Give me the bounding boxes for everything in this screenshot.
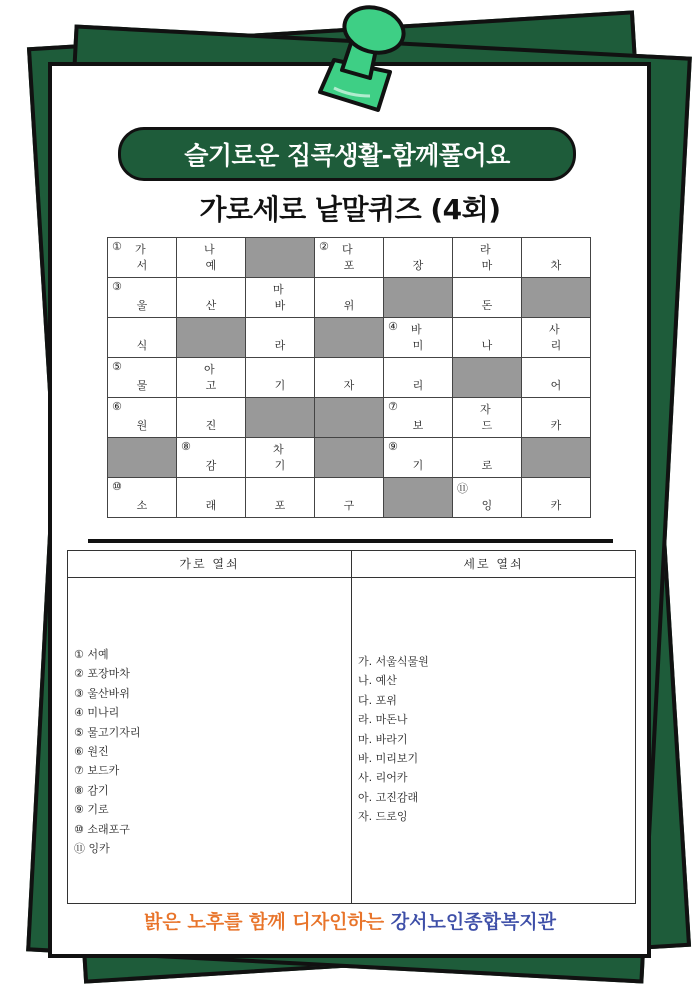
cell-letter: 장 (412, 259, 424, 272)
grid-cell (315, 238, 384, 278)
grid-cell (108, 318, 177, 358)
down-label: 나 (204, 243, 215, 256)
title-banner (118, 127, 576, 181)
grid-cell (246, 278, 315, 318)
blocked-cell (453, 358, 522, 398)
blocked-cell (177, 318, 246, 358)
grid-cell (384, 318, 453, 358)
grid-cell (108, 478, 177, 518)
cell-letter: 기 (412, 459, 424, 472)
cell-letter: 진 (205, 419, 217, 432)
banner-text: 슬기로운 집콕생활-함께풀어요 (184, 141, 510, 170)
cell-letter: 고 (205, 379, 217, 392)
across-hint: ⑩ 소래포구 (74, 822, 130, 836)
across-hint: ⑨ 기로 (74, 803, 109, 817)
cell-letter: 포 (343, 259, 355, 272)
grid-cell (453, 398, 522, 438)
cell-letter: 구 (343, 499, 355, 512)
down-label: 자 (480, 403, 491, 416)
grid-cell (315, 478, 384, 518)
down-hint: 마. 바라기 (358, 732, 408, 746)
cell-letter: 나 (481, 339, 493, 352)
across-number: ⑥ (112, 400, 122, 413)
across-number: ④ (388, 320, 398, 333)
blocked-cell (315, 438, 384, 478)
across-hint: ④ 미나리 (74, 706, 120, 720)
across-hint: ⑥ 원진 (74, 744, 109, 758)
push-pin-icon (300, 0, 430, 125)
blocked-cell (384, 278, 453, 318)
hints-table (67, 550, 636, 904)
grid-cell (177, 398, 246, 438)
down-hint: 다. 포위 (358, 693, 397, 707)
down-hint: 아. 고진감래 (358, 790, 419, 804)
down-label: 아 (204, 363, 215, 376)
blocked-cell (384, 478, 453, 518)
down-hint: 나. 예산 (358, 674, 397, 688)
cell-letter: 차 (550, 259, 562, 272)
footer-slogan: 밝은 노후를 함께 디자인하는 (144, 911, 385, 933)
across-hint: ③ 울산바위 (74, 686, 130, 700)
grid-cell (522, 238, 591, 278)
across-hint: ⑦ 보드카 (74, 764, 120, 778)
cell-letter: 리 (550, 339, 562, 352)
cell-letter: 라 (274, 339, 286, 352)
across-number: ② (319, 240, 329, 253)
grid-cell (522, 478, 591, 518)
across-number: ⑪ (457, 482, 468, 495)
grid-cell (177, 238, 246, 278)
cell-letter: 바 (274, 299, 286, 312)
grid-cell (108, 358, 177, 398)
across-number: ① (112, 240, 122, 253)
down-header: 세로 열쇠 (352, 551, 635, 578)
grid-cell (522, 358, 591, 398)
divider (88, 539, 613, 543)
grid-row (108, 478, 591, 518)
across-number: ③ (112, 280, 122, 293)
blocked-cell (522, 278, 591, 318)
cell-letter: 보 (412, 419, 424, 432)
grid-cell (177, 438, 246, 478)
grid-row (108, 438, 591, 478)
cell-letter: 원 (136, 419, 148, 432)
down-label: 마 (273, 283, 284, 296)
down-hint: 가. 서울식물원 (358, 655, 429, 668)
grid-cell (384, 398, 453, 438)
cell-letter: 드 (481, 419, 493, 432)
cell-letter: 울 (136, 299, 148, 312)
down-label: 다 (342, 243, 353, 256)
grid-cell (246, 438, 315, 478)
cell-letter: 식 (136, 339, 148, 352)
grid-row (108, 358, 591, 398)
down-hint: 라. 마돈나 (358, 713, 408, 727)
blocked-cell (522, 438, 591, 478)
crossword-grid (107, 237, 591, 518)
down-label: 사 (549, 323, 560, 336)
cell-letter: 미 (412, 339, 424, 352)
down-label: 라 (480, 243, 491, 256)
cell-letter: 예 (205, 259, 217, 272)
grid-cell (384, 438, 453, 478)
footer-org: 강서노인종합복지관 (390, 911, 556, 933)
cell-letter: 자 (343, 379, 355, 392)
across-number: ⑧ (181, 440, 191, 453)
across-number: ⑤ (112, 360, 122, 373)
across-hint: ⑪ 잉카 (74, 841, 110, 855)
cell-letter: 산 (205, 299, 217, 312)
grid-cell (108, 398, 177, 438)
down-label: 바 (411, 323, 422, 336)
grid-row (108, 398, 591, 438)
across-header: 가로 열쇠 (68, 551, 351, 578)
grid-row (108, 278, 591, 318)
grid-cell (453, 278, 522, 318)
grid-cell (453, 238, 522, 278)
across-number: ⑦ (388, 400, 398, 413)
blocked-cell (315, 318, 384, 358)
cell-letter: 리 (412, 379, 424, 392)
grid-cell (246, 478, 315, 518)
grid-cell (453, 438, 522, 478)
cell-letter: 소 (136, 499, 148, 512)
cell-letter: 카 (550, 499, 562, 512)
down-list (358, 652, 429, 827)
grid-cell (177, 358, 246, 398)
cell-letter: 위 (343, 299, 355, 312)
down-hint: 바. 미리보기 (358, 751, 419, 765)
grid-cell (177, 478, 246, 518)
cell-letter: 물 (136, 379, 148, 392)
cell-letter: 기 (274, 379, 286, 392)
blocked-cell (108, 438, 177, 478)
down-hint: 사. 리어카 (358, 771, 408, 785)
down-label: 가 (135, 243, 146, 256)
grid-cell (522, 398, 591, 438)
cell-letter: 포 (274, 499, 286, 512)
cell-letter: 카 (550, 419, 562, 432)
cell-letter: 돈 (481, 299, 493, 312)
grid-cell (315, 278, 384, 318)
blocked-cell (246, 398, 315, 438)
grid-cell (453, 318, 522, 358)
grid-row (108, 318, 591, 358)
grid-cell (177, 278, 246, 318)
grid-cell (522, 318, 591, 358)
blocked-cell (246, 238, 315, 278)
grid-cell (384, 238, 453, 278)
quiz-title: 가로세로 낱말퀴즈 (4회) (199, 193, 501, 226)
across-number: ⑨ (388, 440, 398, 453)
across-hint: ⑧ 감기 (74, 783, 109, 797)
across-hint: ① 서예 (74, 648, 109, 661)
down-label: 차 (273, 443, 284, 456)
cell-letter: 래 (205, 499, 217, 512)
cell-letter: 어 (550, 379, 562, 392)
grid-cell (246, 358, 315, 398)
down-hint: 자. 드로잉 (358, 810, 408, 824)
grid-row (108, 238, 591, 278)
cell-letter: 기 (274, 459, 286, 472)
across-column (68, 551, 351, 903)
cell-letter: 감 (205, 459, 217, 472)
grid-cell (108, 278, 177, 318)
cell-letter: 마 (481, 259, 493, 272)
footer (0, 907, 700, 934)
down-column (351, 551, 635, 903)
grid-cell (453, 478, 522, 518)
across-number: ⑩ (112, 480, 122, 493)
cell-letter: 로 (481, 459, 493, 472)
across-hint: ⑤ 물고기자리 (74, 725, 141, 739)
across-list (74, 645, 141, 858)
across-hint: ② 포장마차 (74, 667, 130, 681)
blocked-cell (315, 398, 384, 438)
grid-cell (108, 238, 177, 278)
grid-cell (384, 358, 453, 398)
cell-letter: 잉 (481, 499, 493, 512)
grid-cell (246, 318, 315, 358)
grid-cell (315, 358, 384, 398)
cell-letter: 서 (136, 259, 148, 272)
